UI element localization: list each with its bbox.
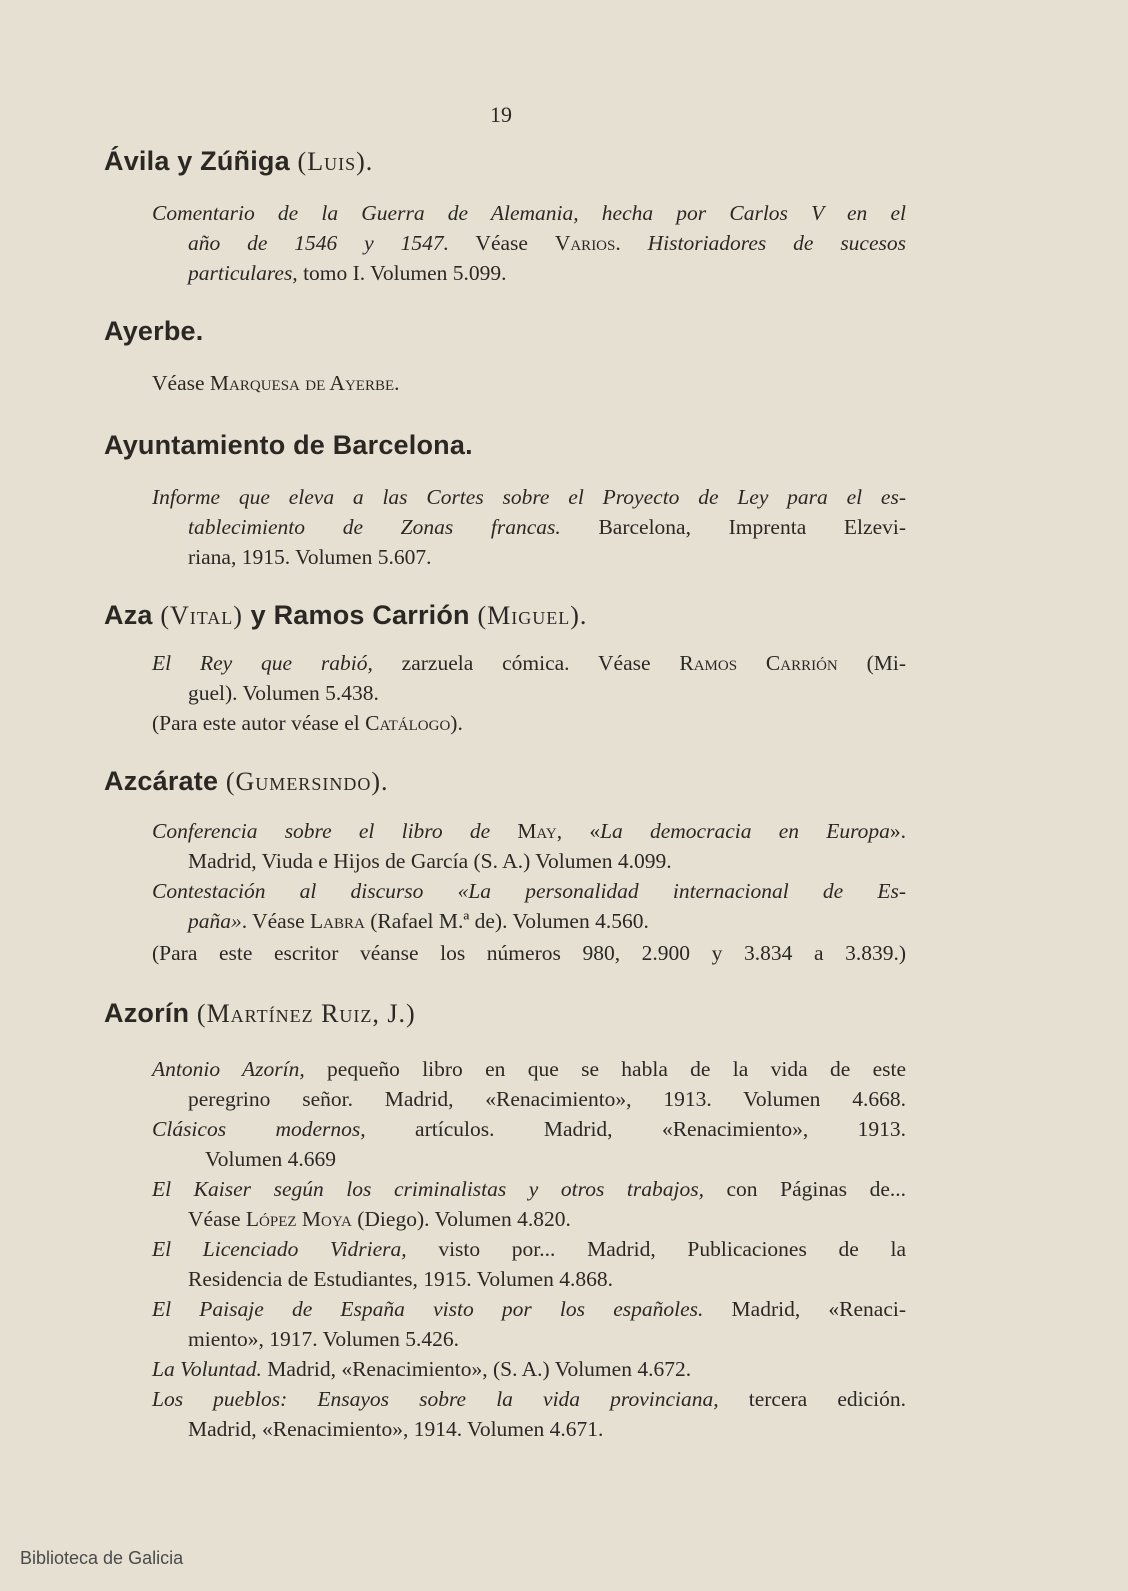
entry-text: peregrino señor. Madrid, «Renacimiento», 1913. Volumen 4.668.	[188, 1087, 906, 1111]
work-title: Informe que eleva a las Cortes sobre el Proyecto de Ley para el es-	[152, 485, 906, 509]
entry-text: Residencia de Estudiantes, 1915. Volumen 4.868.	[188, 1267, 613, 1291]
entry-line	[152, 938, 906, 968]
entry-line	[152, 1174, 906, 1204]
entry-text: Madrid, Viuda e Hijos de García (S. A.) Volumen 4.099.	[188, 849, 672, 873]
entry-text: .	[394, 371, 400, 395]
entry-line	[188, 1264, 906, 1294]
entry-line	[152, 876, 906, 906]
cross-reference: Catálogo	[365, 711, 451, 735]
entry-text: Volumen 4.669	[205, 1147, 336, 1171]
author-name: Ayuntamiento de Barcelona.	[104, 430, 473, 460]
cross-reference: May	[490, 819, 557, 843]
entry-line	[152, 816, 906, 846]
entry-text: .	[615, 231, 648, 255]
entry-text: pequeño libro en que se habla de la vida de este	[304, 1057, 906, 1081]
entry-line	[152, 1384, 906, 1414]
work-title: El Licenciado Vidriera,	[152, 1237, 407, 1261]
work-title: La democracia en Europa	[600, 819, 890, 843]
entry-line	[188, 1204, 906, 1234]
entry-text: guel). Volumen 5.438.	[188, 681, 379, 705]
entry-text: Madrid, «Renacimiento», (S. A.) Volumen 4.672.	[261, 1357, 692, 1381]
cross-reference: López Moya	[245, 1207, 352, 1231]
entry-text: artículos. Madrid, «Renacimiento», 1913.	[365, 1117, 906, 1141]
entry-heading-ayuntamiento	[104, 430, 473, 461]
author-name: Ramos Carrión	[273, 600, 470, 630]
entry-text: ».	[889, 819, 907, 843]
entry-text: (Diego). Volumen 4.820.	[351, 1207, 571, 1231]
author-given-name: (Gumersindo).	[225, 767, 389, 796]
work-title: tablecimiento de Zonas francas.	[188, 515, 561, 539]
entry-text: Madrid, «Renaci-	[703, 1297, 906, 1321]
work-title: Clásicos modernos,	[152, 1117, 366, 1141]
work-title: año de 1546 y 1547.	[188, 231, 449, 255]
entry-text: (Para este autor véase el	[152, 711, 366, 735]
work-title: particulares,	[188, 261, 298, 285]
entry-line	[152, 368, 906, 398]
entry-line	[188, 1414, 906, 1444]
entry-text: zarzuela cómica. Véase	[372, 651, 680, 675]
entry-line	[188, 846, 906, 876]
entry-text: . Véase	[241, 909, 311, 933]
entry-heading-azcarate	[104, 766, 388, 797]
entry-line	[152, 482, 906, 512]
author-name: Ávila y Zúñiga	[104, 146, 290, 176]
page-number: 19	[490, 102, 512, 127]
entry-text: Madrid, «Renacimiento», 1914. Volumen 4.671.	[188, 1417, 604, 1441]
entry-text: miento», 1917. Volumen 5.426.	[188, 1327, 459, 1351]
entry-line	[152, 648, 906, 678]
entry-text: con Páginas de...	[703, 1177, 906, 1201]
entry-text: Véase	[188, 1207, 246, 1231]
entry-text: Barcelona, Imprenta Elzevi-	[560, 515, 906, 539]
entry-line	[188, 512, 906, 542]
entry-text: (Rafael M.ª de). Volumen 4.560.	[364, 909, 649, 933]
work-title: Comentario de la Guerra de Alemania, hecha por Carlos V en el	[152, 201, 906, 225]
work-title: Contestación al discurso «La personalidad internacional de Es-	[152, 879, 906, 903]
entry-line	[152, 1054, 906, 1084]
entry-heading-ayerbe	[104, 316, 203, 347]
entry-line	[188, 258, 906, 288]
entry-text: visto por... Madrid, Publicaciones de la	[406, 1237, 906, 1261]
entry-line	[188, 678, 906, 708]
entry-heading-azorin	[104, 998, 416, 1029]
work-title: La Voluntad.	[152, 1357, 262, 1381]
entry-line	[205, 1144, 906, 1174]
author-name: Aza	[104, 600, 153, 630]
entry-line	[188, 1084, 906, 1114]
work-title: Historiadores de sucesos	[647, 231, 907, 255]
entry-heading-avila	[104, 146, 373, 177]
entry-text: (Mi-	[837, 651, 906, 675]
entry-line	[152, 708, 906, 738]
entry-text: , «	[556, 819, 601, 843]
work-title: Conferencia sobre el libro de	[152, 819, 491, 843]
author-given-name: (Miguel).	[477, 601, 588, 630]
entry-line	[188, 906, 906, 936]
entry-line	[152, 1354, 906, 1384]
entry-text: Véase	[448, 231, 555, 255]
work-title: Los pueblos: Ensayos sobre la vida provinciana,	[152, 1387, 719, 1411]
work-title: paña»	[188, 909, 242, 933]
entry-text: ).	[450, 711, 463, 735]
entry-heading-aza	[104, 600, 587, 631]
author-name: Ayerbe.	[104, 316, 204, 346]
work-title: El Rey que rabió,	[152, 651, 373, 675]
conjunction: y	[250, 600, 266, 630]
entry-line	[152, 1234, 906, 1264]
author-given-name: (Vital)	[160, 601, 243, 630]
entry-line	[188, 1324, 906, 1354]
author-given-name: (Luis).	[297, 147, 374, 176]
entry-line	[188, 542, 906, 572]
cross-reference: Varios	[554, 231, 616, 255]
entry-text: tercera edición.	[718, 1387, 906, 1411]
author-given-name: (Martínez Ruiz, J.)	[196, 999, 416, 1028]
library-watermark: Biblioteca de Galicia	[20, 1548, 184, 1568]
entry-text: (Para este escritor véanse los números 980, 2.900 y 3.834 a 3.839.)	[152, 941, 906, 965]
work-title: El Paisaje de España visto por los españoles.	[152, 1297, 704, 1321]
work-title: Antonio Azorín,	[152, 1057, 305, 1081]
cross-reference: Marquesa de Ayerbe	[209, 371, 395, 395]
entry-text: tomo I. Volumen 5.099.	[297, 261, 507, 285]
entry-line	[188, 228, 906, 258]
entry-text: Véase	[152, 371, 210, 395]
cross-reference: Labra	[310, 909, 365, 933]
entry-line	[152, 1114, 906, 1144]
work-title: El Kaiser según los criminalistas y otros trabajos,	[152, 1177, 704, 1201]
entry-text: riana, 1915. Volumen 5.607.	[188, 545, 432, 569]
entry-line	[152, 1294, 906, 1324]
entry-line	[152, 198, 906, 228]
author-name: Azorín	[104, 998, 190, 1028]
author-name: Azcárate	[104, 766, 219, 796]
cross-reference: Ramos Carrión	[679, 651, 838, 675]
